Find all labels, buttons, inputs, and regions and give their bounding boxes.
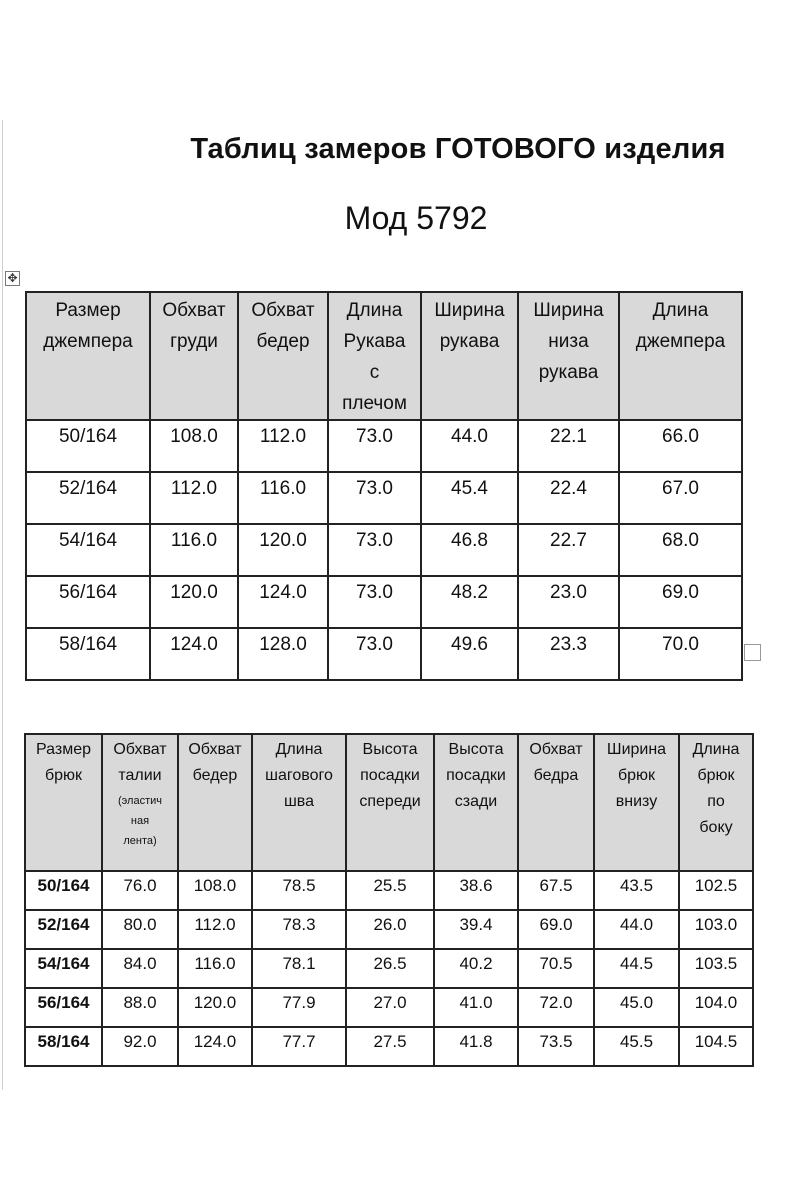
- measurement-cell: 44.0: [421, 420, 518, 472]
- table-row: [25, 949, 753, 988]
- column-header: [26, 292, 150, 420]
- measurement-cell: 23.3: [518, 628, 619, 680]
- column-header-label: Обхват талии: [113, 741, 167, 784]
- size-cell: 52/164: [26, 472, 150, 524]
- pants-size-table: [24, 733, 754, 1067]
- measurement-cell: 103.5: [679, 949, 753, 988]
- measurement-cell: 45.0: [594, 988, 679, 1027]
- measurement-cell: 78.5: [252, 871, 346, 910]
- measurement-cell: 40.2: [434, 949, 518, 988]
- measurement-cell: 104.0: [679, 988, 753, 1027]
- measurement-cell: 26.0: [346, 910, 434, 949]
- measurement-cell: 69.0: [619, 576, 742, 628]
- column-header-label: Размер брюк: [36, 741, 91, 784]
- size-cell: 54/164: [26, 524, 150, 576]
- measurement-cell: 49.6: [421, 628, 518, 680]
- column-header: [238, 292, 328, 420]
- measurement-cell: 78.1: [252, 949, 346, 988]
- measurement-cell: 41.8: [434, 1027, 518, 1066]
- measurement-cell: 124.0: [238, 576, 328, 628]
- measurement-cell: 72.0: [518, 988, 594, 1027]
- measurement-cell: 104.5: [679, 1027, 753, 1066]
- measurement-cell: 23.0: [518, 576, 619, 628]
- measurement-cell: 69.0: [518, 910, 594, 949]
- measurement-cell: 73.0: [328, 472, 421, 524]
- column-header: [421, 292, 518, 420]
- measurement-cell: 38.6: [434, 871, 518, 910]
- column-header-label: Обхват бедер: [188, 741, 242, 784]
- table-row: [25, 871, 753, 910]
- measurement-cell: 88.0: [102, 988, 178, 1027]
- measurement-cell: 27.0: [346, 988, 434, 1027]
- table-row: [26, 472, 742, 524]
- page-edge-line: [2, 120, 3, 1090]
- measurement-cell: 73.0: [328, 628, 421, 680]
- table-row: [26, 524, 742, 576]
- measurement-cell: 77.9: [252, 988, 346, 1027]
- table-resize-handle[interactable]: [744, 644, 761, 661]
- column-header-label: Обхват бедер: [251, 300, 315, 352]
- column-header: [518, 734, 594, 871]
- column-header-label: Высота посадки спереди: [359, 741, 421, 810]
- column-header: [252, 734, 346, 871]
- table-row: [26, 576, 742, 628]
- table-row: [26, 628, 742, 680]
- measurement-cell: 45.5: [594, 1027, 679, 1066]
- column-header: [150, 292, 238, 420]
- column-header: [25, 734, 102, 871]
- measurement-cell: 73.5: [518, 1027, 594, 1066]
- measurement-cell: 116.0: [178, 949, 252, 988]
- measurement-cell: 112.0: [238, 420, 328, 472]
- column-header-label: Обхват груди: [162, 300, 226, 352]
- measurement-cell: 26.5: [346, 949, 434, 988]
- column-header: [434, 734, 518, 871]
- measurement-cell: 124.0: [178, 1027, 252, 1066]
- measurement-cell: 67.5: [518, 871, 594, 910]
- column-header-label: Ширина низа рукава: [533, 300, 604, 383]
- size-cell: 58/164: [25, 1027, 102, 1066]
- measurement-cell: 84.0: [102, 949, 178, 988]
- measurement-cell: 116.0: [238, 472, 328, 524]
- table-move-handle-icon[interactable]: ✥: [5, 271, 20, 286]
- column-header-label: Длина Рукава с плечом: [342, 300, 407, 414]
- measurement-cell: 116.0: [150, 524, 238, 576]
- size-cell: 58/164: [26, 628, 150, 680]
- size-cell: 50/164: [26, 420, 150, 472]
- jumper-size-table: [25, 291, 743, 681]
- document-title: Таблиц замеров ГОТОВОГО изделия: [190, 133, 726, 165]
- size-cell: 52/164: [25, 910, 102, 949]
- column-header: [346, 734, 434, 871]
- table-row: [25, 988, 753, 1027]
- measurement-cell: 48.2: [421, 576, 518, 628]
- column-header-note: (эластич ная лента): [118, 795, 162, 847]
- measurement-cell: 92.0: [102, 1027, 178, 1066]
- column-header-label: Ширина брюк внизу: [606, 741, 667, 810]
- table-row: [25, 1027, 753, 1066]
- column-header: [679, 734, 753, 871]
- measurement-cell: 73.0: [328, 420, 421, 472]
- measurement-cell: 70.5: [518, 949, 594, 988]
- column-header: [619, 292, 742, 420]
- measurement-cell: 25.5: [346, 871, 434, 910]
- measurement-cell: 41.0: [434, 988, 518, 1027]
- measurement-cell: 43.5: [594, 871, 679, 910]
- measurement-cell: 39.4: [434, 910, 518, 949]
- column-header: [594, 734, 679, 871]
- measurement-cell: 124.0: [150, 628, 238, 680]
- measurement-cell: 44.5: [594, 949, 679, 988]
- measurement-cell: 108.0: [150, 420, 238, 472]
- column-header: [518, 292, 619, 420]
- column-header-label: Размер джемпера: [43, 300, 133, 352]
- column-header-label: Высота посадки сзади: [446, 741, 506, 810]
- table-row: [25, 910, 753, 949]
- measurement-cell: 70.0: [619, 628, 742, 680]
- measurement-cell: 120.0: [150, 576, 238, 628]
- measurement-cell: 120.0: [178, 988, 252, 1027]
- measurement-cell: 108.0: [178, 871, 252, 910]
- measurement-cell: 120.0: [238, 524, 328, 576]
- measurement-cell: 46.8: [421, 524, 518, 576]
- measurement-cell: 73.0: [328, 576, 421, 628]
- column-header: [328, 292, 421, 420]
- measurement-cell: 77.7: [252, 1027, 346, 1066]
- measurement-cell: 103.0: [679, 910, 753, 949]
- measurement-cell: 22.1: [518, 420, 619, 472]
- column-header-label: Длина шагового шва: [265, 741, 333, 810]
- column-header-label: Длина брюк по боку: [692, 741, 740, 836]
- measurement-cell: 67.0: [619, 472, 742, 524]
- measurement-cell: 112.0: [178, 910, 252, 949]
- column-header-label: Ширина рукава: [434, 300, 505, 352]
- measurement-cell: 22.7: [518, 524, 619, 576]
- measurement-cell: 128.0: [238, 628, 328, 680]
- measurement-cell: 44.0: [594, 910, 679, 949]
- column-header-label: Длина джемпера: [635, 300, 726, 352]
- measurement-cell: 76.0: [102, 871, 178, 910]
- measurement-cell: 27.5: [346, 1027, 434, 1066]
- column-header: [102, 734, 178, 871]
- measurement-cell: 66.0: [619, 420, 742, 472]
- measurement-cell: 68.0: [619, 524, 742, 576]
- column-header-label: Обхват бедра: [529, 741, 583, 784]
- size-cell: 54/164: [25, 949, 102, 988]
- measurement-cell: 78.3: [252, 910, 346, 949]
- measurement-cell: 112.0: [150, 472, 238, 524]
- column-header: [178, 734, 252, 871]
- measurement-cell: 45.4: [421, 472, 518, 524]
- table-row: [26, 420, 742, 472]
- measurement-cell: 73.0: [328, 524, 421, 576]
- model-number: Мод 5792: [344, 200, 488, 236]
- measurement-cell: 22.4: [518, 472, 619, 524]
- size-cell: 50/164: [25, 871, 102, 910]
- measurement-cell: 80.0: [102, 910, 178, 949]
- size-cell: 56/164: [26, 576, 150, 628]
- size-cell: 56/164: [25, 988, 102, 1027]
- measurement-cell: 102.5: [679, 871, 753, 910]
